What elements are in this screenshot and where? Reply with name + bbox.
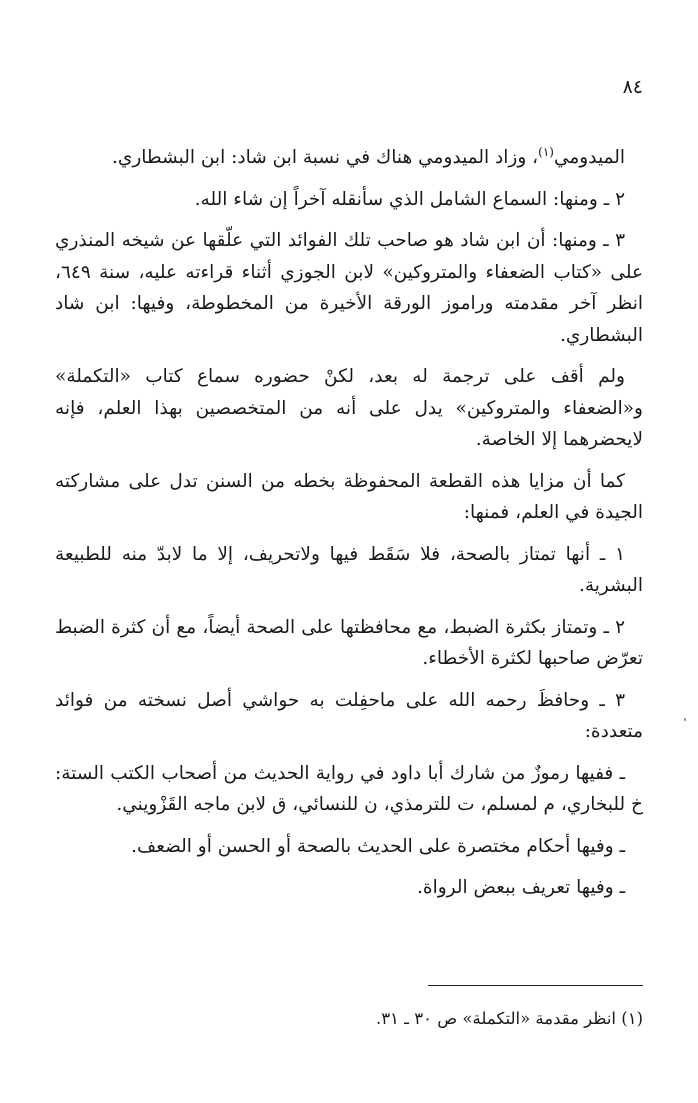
paragraph-item-3-ibn-shad: ٣ ـ ومنها: أن ابن شاد هو صاحب تلك الفوائد التي علّقها عن شيخه المنذري على «كتاب الضعفاء والمتروكين» لابن الجوزي أثناء قراءته عليه، سنة ٦٤٩، انظر آخر مقدمته وراموز الورقة الأخيرة من المخطوطة، وفيها: ابن شاد البشطاري. (55, 230, 643, 346)
main-text (55, 142, 643, 914)
paragraph-mazaya-1: ١ ـ أنها تمتاز بالصحة، فلا سَقَط فيها ولاتحريف، إلا ما لابدّ منه للطبيعة البشرية. (55, 543, 643, 596)
paragraph-tarif: ـ وفيها تعريف ببعض الرواة. (417, 877, 625, 898)
paragraph-text-start: الميدومي (553, 147, 625, 168)
footnote-separator (428, 985, 643, 986)
paragraph-mazaya-3: ٣ ـ وحافظَ رحمه الله على ماحفِلت به حواشي أصل نسخته من فوائد متعددة: (55, 689, 643, 742)
paragraph-mazaya-2: ٢ ـ وتمتاز بكثرة الضبط، مع محافظتها على الصحة أيضاً، مع أن كثرة الضبط تعرّض صاحبها لكثرة الأخطاء. (55, 616, 643, 669)
paragraph-continuation (55, 142, 643, 174)
footnote-reference[interactable]: (١) (538, 144, 554, 159)
scan-speck (684, 718, 686, 721)
paragraph-ahkam: ـ وفيها أحكام مختصرة على الحديث بالصحة أو الحسن أو الضعف. (131, 835, 625, 857)
paragraph-mazaya: كما أن مزايا هذه القطعة المحفوظة بخطه من السنن تدل على مشاركته الجيدة في العلم، فمنها: (55, 470, 643, 523)
paragraph-text-end: ، وزاد الميدومي هناك في نسبة ابن شاد: ابن البشطاري. (112, 147, 539, 168)
paragraph-item-2-sama: ٢ ـ ومنها: السماع الشامل الذي سأنقله آخراً إن شاء الله. (194, 188, 625, 210)
paragraph-tarjama: ولم أقف على ترجمة له بعد، لكنْ حضوره سماع كتاب «التكملة» و«الضعفاء والمتروكين» يدل على أنه من المتخصصين بهذا العلم، فإنه لايحضرهما إلا الخاصة. (55, 366, 643, 450)
page-number: ٨٤ (622, 76, 643, 98)
footnote: (١) انظر مقدمة «التكملة» ص ٣٠ ـ ٣١. (375, 1009, 643, 1028)
paragraph-rumuz: ـ ففيها رموزٌ من شارك أبا داود في رواية الحديث من أصحاب الكتب الستة: خ للبخاري، م لمسلم، ت للترمذي، ن للنسائي، ق لابن ماجه القَزْويني. (55, 762, 643, 815)
